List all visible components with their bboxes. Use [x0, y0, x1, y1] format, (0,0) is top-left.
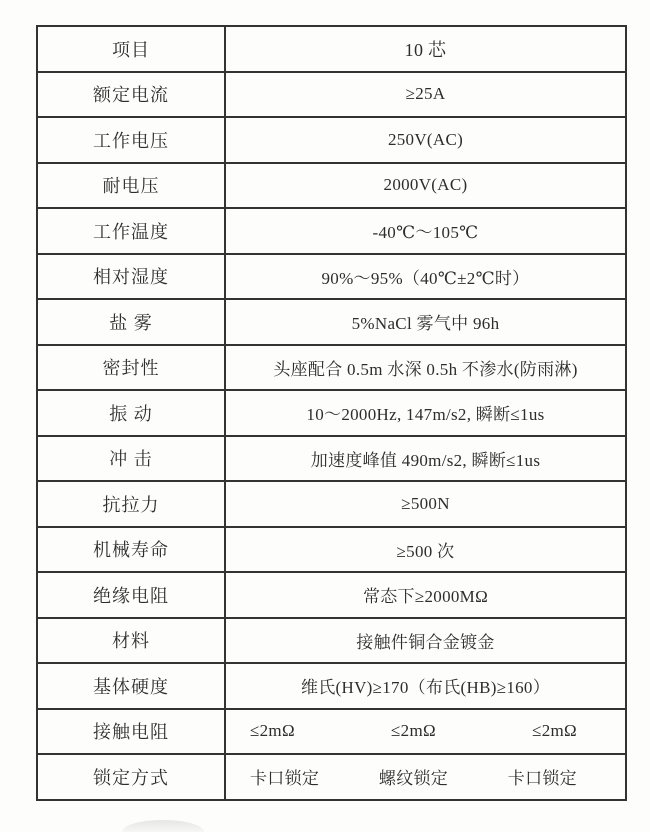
row-label: 相对湿度	[37, 254, 225, 300]
row-value: -40℃～105℃	[225, 208, 626, 254]
row-value: 10～2000Hz, 147m/s2, 瞬断≤1us	[225, 390, 626, 436]
row-sub-value: ≤2mΩ	[250, 721, 295, 741]
row-label: 机械寿命	[37, 527, 225, 573]
row-label: 额定电流	[37, 72, 225, 118]
table-row	[37, 754, 626, 800]
row-value: ≥500 次	[225, 527, 626, 573]
row-label: 冲 击	[37, 436, 225, 482]
table-row	[37, 709, 626, 755]
row-label: 耐电压	[37, 163, 225, 209]
row-value-group	[225, 709, 626, 755]
row-value: 90%～95%（40℃±2℃时）	[225, 254, 626, 300]
row-label: 振 动	[37, 390, 225, 436]
table-row	[37, 618, 626, 664]
row-value-group	[225, 754, 626, 800]
table-row	[37, 481, 626, 527]
header-value-cell: 10 芯	[225, 26, 626, 72]
row-value: ≥500N	[225, 481, 626, 527]
table-row	[37, 117, 626, 163]
table-row	[37, 572, 626, 618]
row-sub-value: 卡口锁定	[507, 769, 577, 789]
table-row	[37, 299, 626, 345]
table-header-row	[37, 26, 626, 72]
row-label: 绝缘电阻	[37, 572, 225, 618]
table-row	[37, 163, 626, 209]
row-sub-value: ≤2mΩ	[532, 721, 577, 741]
row-label: 锁定方式	[37, 754, 225, 800]
row-sub-value: 螺纹锁定	[378, 769, 449, 789]
row-sub-value: 卡口锁定	[250, 769, 320, 789]
row-value: 250V(AC)	[225, 117, 626, 163]
row-label: 工作温度	[37, 208, 225, 254]
table-row	[37, 208, 626, 254]
table-row	[37, 345, 626, 391]
row-value: 常态下≥2000MΩ	[225, 572, 626, 618]
row-value: ≥25A	[225, 72, 626, 118]
table-row	[37, 390, 626, 436]
row-value: 加速度峰值 490m/s2, 瞬断≤1us	[225, 436, 626, 482]
row-value: 5%NaCl 雾气中 96h	[225, 299, 626, 345]
table-row	[37, 436, 626, 482]
row-label: 密封性	[37, 345, 225, 391]
row-label: 基体硬度	[37, 663, 225, 709]
row-label: 接触电阻	[37, 709, 225, 755]
header-item-cell: 项目	[37, 26, 225, 72]
table-row	[37, 254, 626, 300]
row-value-wrap	[226, 764, 625, 789]
row-label: 工作电压	[37, 117, 225, 163]
table-row	[37, 527, 626, 573]
row-value: 头座配合 0.5m 水深 0.5h 不渗水(防雨淋)	[225, 345, 626, 391]
spec-table	[36, 25, 627, 801]
table-row	[37, 72, 626, 118]
row-sub-value: ≤2mΩ	[391, 721, 436, 741]
row-label: 盐 雾	[37, 299, 225, 345]
row-value: 2000V(AC)	[225, 163, 626, 209]
row-label: 抗拉力	[37, 481, 225, 527]
row-value: 维氏(HV)≥170（布氏(HB)≥160）	[225, 663, 626, 709]
row-value: 接触件铜合金镀金	[225, 618, 626, 664]
row-label: 材料	[37, 618, 225, 664]
partial-image-fragment	[122, 820, 204, 832]
table-row	[37, 663, 626, 709]
row-value-wrap	[226, 721, 625, 741]
